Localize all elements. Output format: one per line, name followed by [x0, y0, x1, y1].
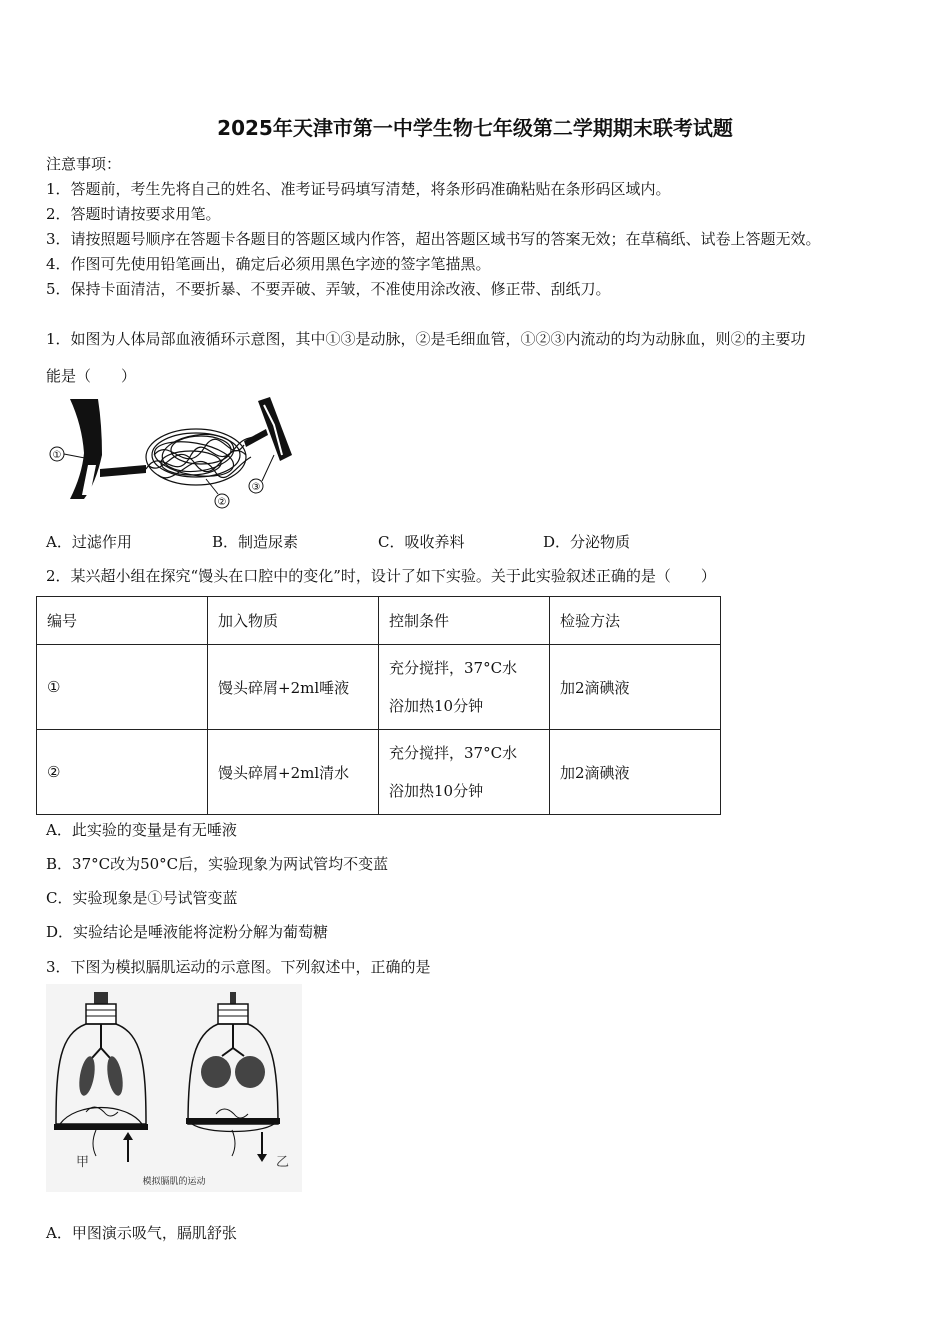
q1-option-a: A．过滤作用 [46, 533, 132, 551]
table-cell-condition [379, 730, 550, 815]
figure-label-jia: 甲 [76, 1155, 90, 1170]
experiment-table [36, 596, 721, 815]
q2-option-a: A．此实验的变量是有无唾液 [46, 821, 237, 839]
q2-option-c: C．实验现象是①号试管变蓝 [46, 889, 238, 907]
table-header: 控制条件 [379, 597, 550, 645]
table-header: 检验方法 [550, 597, 721, 645]
note-item: 3．请按照题号顺序在答题卡各题目的答题区域内作答，超出答题区域书写的答案无效；在草稿纸、试卷上答题无效。 [46, 230, 821, 248]
condition-line: 浴加热10分钟 [389, 782, 484, 800]
table-cell-condition [379, 645, 550, 730]
page-title: 2025年天津市第一中学生物七年级第二学期期末联考试题 [217, 116, 733, 140]
note-item: 4．作图可先使用铅笔画出，确定后必须用黑色字迹的签字笔描黑。 [46, 255, 491, 273]
note-item: 5．保持卡面清洁，不要折暴、不要弄破、弄皱，不准使用涂改液、修正带、刮纸刀。 [46, 280, 611, 298]
table-header-row [37, 597, 721, 645]
q1-option-c: C．吸收养料 [378, 533, 465, 551]
table-cell-substance: 馒头碎屑+2ml清水 [208, 730, 379, 815]
condition-line: 浴加热10分钟 [389, 697, 484, 715]
q1-stem-line1: 1．如图为人体局部血液循环示意图，其中①③是动脉，②是毛细血管，①②③内流动的均为动脉血，则②的主要功 [46, 330, 806, 348]
table-cell-substance: 馒头碎屑+2ml唾液 [208, 645, 379, 730]
figure-caption: 模拟膈肌的运动 [142, 1177, 206, 1187]
q2-option-d: D．实验结论是唾液能将淀粉分解为葡萄糖 [46, 923, 329, 941]
table-header: 编号 [37, 597, 208, 645]
table-cell-method: 加2滴碘液 [550, 730, 721, 815]
label-3: ③ [251, 482, 261, 493]
diaphragm-model-figure [46, 984, 302, 1192]
q2-stem: 2．某兴超小组在探究“馒头在口腔中的变化”时，设计了如下实验。关于此实验叙述正确的是（ ） [46, 567, 716, 585]
capillary-network-shape [146, 429, 256, 485]
figure-label-yi: 乙 [276, 1155, 290, 1170]
condition-line: 充分搅拌，37°C水 [389, 744, 518, 762]
note-item: 1．答题前，考生先将自己的姓名、准考证号码填写清楚，将条形码准确粘贴在条形码区域内。 [46, 180, 671, 198]
q1-option-b: B．制造尿素 [212, 533, 299, 551]
q1-option-d: D．分泌物质 [543, 533, 631, 551]
condition-line: 充分搅拌，37°C水 [389, 659, 518, 677]
table-cell-id: ② [37, 730, 208, 815]
q2-option-b: B．37°C改为50°C后，实验现象为两试管均不变蓝 [46, 855, 389, 873]
table-row [37, 645, 721, 730]
table-header: 加入物质 [208, 597, 379, 645]
blood-circulation-figure [46, 395, 301, 513]
label-1: ① [52, 450, 62, 461]
note-item: 2．答题时请按要求用笔。 [46, 205, 221, 223]
q1-stem-line2: 能是（ ） [46, 367, 137, 385]
table-cell-method: 加2滴碘液 [550, 645, 721, 730]
table-cell-id: ① [37, 645, 208, 730]
table-row [37, 730, 721, 815]
q3-stem: 3．下图为模拟膈肌运动的示意图。下列叙述中，正确的是 [46, 958, 431, 976]
label-2: ② [217, 497, 227, 508]
notes-heading: 注意事项： [46, 155, 122, 173]
q3-option-a: A．甲图演示吸气，膈肌舒张 [46, 1224, 237, 1242]
